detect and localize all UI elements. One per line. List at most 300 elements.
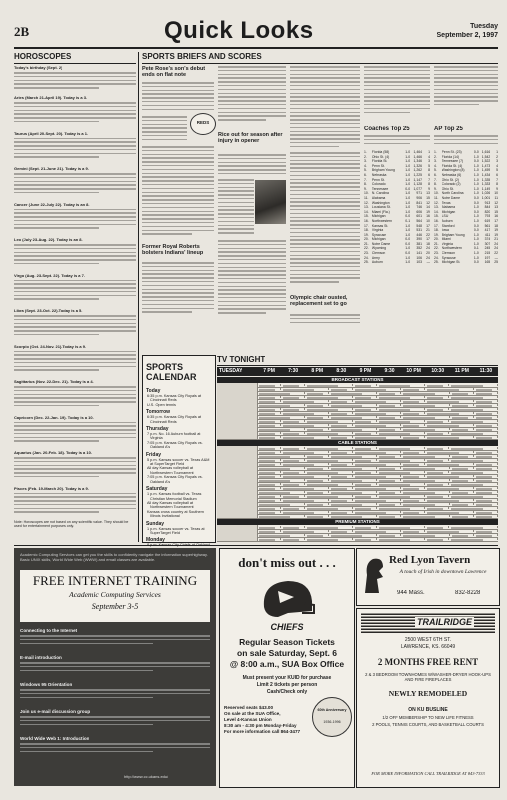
tv-times-row [257,367,498,376]
poll-cell: Florida (58) [371,150,390,154]
tv-program-cell [257,467,305,469]
rice-headline: Rice out for season after injury in opener [218,132,283,145]
lion-svg [361,555,387,595]
chiefs-line1: Regular Season Tickets [239,637,335,647]
tv-program-cell [257,503,305,505]
poll-cell: 23. [434,251,439,256]
tv-program-cell [425,408,449,410]
poll-cell: 23. [364,251,369,256]
poll-cell: 6 [428,172,430,177]
tv-program-cell [305,467,329,469]
horoscope-sign-text [14,315,136,339]
poll-cell: Colorado (2) [441,182,461,187]
poll-cell: 24 [494,246,498,251]
tv-program-cell [305,503,329,505]
tv-program-cell [305,526,353,528]
tv-program-cell [329,428,377,430]
reds-logo-text: REDS [196,120,210,125]
tv-program-cell [449,432,498,434]
tv-program-cell [377,420,425,422]
poll-cell: 1-0 [473,232,479,237]
badge-bottom: 1936-1996 [323,720,341,724]
poll-cell: 17. [434,223,439,228]
poll-cell: Army [371,255,380,260]
tv-program-cell [329,388,353,390]
poll-cell: 1,225 [413,172,423,177]
poll-cell: 10 [426,218,430,223]
poll-cell: 0-1 [405,218,411,223]
poll-cell: Ohio St. (2) [441,177,460,182]
tv-program-cell [377,416,401,418]
poll-cell: 12 [426,200,430,205]
tv-program-cell [281,507,305,509]
poll-cell: 0-0 [473,228,479,233]
tv-program-cell [281,396,305,398]
tv-program-cell [353,475,401,477]
poll-cell: Penn St. (23) [441,150,462,154]
internet-class-details [20,662,210,678]
tv-program-cell [401,416,450,418]
horoscope-sign-heading: Cancer (June 22-July 22). Today is an 8. [14,202,90,207]
poll-cell: Brigham Young [371,168,395,173]
calendar-day-heading: Monday [146,537,165,544]
tv-program-cell [281,463,329,465]
tv-program-cell [425,459,449,461]
tv-time-slot: 11 PM [454,368,469,374]
poll-cell: 7. [434,177,437,182]
poll-cell: 1 [496,150,498,154]
poll-cell: 606 [416,209,423,214]
tv-program-cell [449,507,498,509]
rice-text-b [218,179,254,239]
tv-program-cell [353,432,377,434]
calendar-event: 1 p.m. Kansas football vs. Texas Christian Memorial Stadium [147,492,202,501]
tv-program-cell [425,447,449,449]
tv-program-cell [401,404,450,406]
poll-cell: 1-0 [405,228,411,233]
poll-cell: N. Carolina [371,191,389,196]
poll-cell: 245 [484,246,491,251]
poll-cell: 24. [434,255,439,260]
tv-program-cell [449,420,498,422]
red-lyon-ad [356,548,500,606]
poll-cell: 11. [434,195,439,200]
poll-cell: 374 [484,237,491,242]
poll-cell: 8 [496,182,498,187]
poll-cell: 12. [364,200,369,205]
poll-cell: Alabama [441,205,456,210]
poll-cell: Tennessee [371,186,389,191]
chiefs-helmet-icon [258,577,316,621]
tv-program-cell [377,538,425,540]
poll-cell: 1-0 [473,154,479,159]
tv-program-cell [257,412,281,414]
tv-program-cell [305,495,353,497]
tv-program-cell [353,424,401,426]
poll-cell: Michigan St. [441,260,461,265]
tv-program-cell [401,467,450,469]
poll-cell: 1,459 [481,168,491,173]
poll-cell: 21 [494,237,498,242]
tv-program-cell [281,388,329,390]
tv-cable-rows [217,446,498,518]
tv-program-cell [329,467,377,469]
tv-program-cell [257,388,281,390]
poll-cell: 19 [494,232,498,237]
column-divider-1 [138,52,139,542]
poll-cell: 10. [364,191,369,196]
tv-program-cell [474,416,498,418]
tv-program-cell [425,436,474,438]
poll-cell: 1 [428,150,430,154]
horoscope-birthday: Today's birthday (Sept. 2) [14,66,63,70]
tv-program-cell [353,384,377,386]
tv-program-cell [305,455,329,457]
tv-program-cell [329,400,353,402]
internet-dates: September 3-5 [91,602,139,611]
calendar-event: 5 p.m. Kansas soccer vs. Texas A&M at SuperTarget Field [147,457,210,467]
poll-cell: 1,464 [413,150,423,154]
pete-rose-headline: Pete Rose's son's debut ends on flat note [142,66,206,79]
poll-cell: Auburn [441,218,453,223]
tv-program-cell [353,412,401,414]
calendar-event: All day Kansas volleyball at Northwestern Tournament [147,466,194,475]
poll-cell: 16. [364,218,369,223]
tv-program-cell [401,530,425,532]
tv-program-cell [474,436,498,438]
tv-program-cell [450,534,474,536]
tv-program-cell [474,499,498,501]
horoscope-sign-text [14,386,136,410]
internet-title: FREE INTERNET TRAINING [32,573,198,588]
poll-cell: 141 [416,251,423,256]
poll-cell: 25 [494,260,498,265]
tv-time-slot: 9 PM [359,368,372,374]
poll-cell: 7 [496,177,498,182]
horoscope-sign-heading: Leo (July 23-Aug. 22). Today is an 8. [14,238,83,242]
tv-program-cell [474,475,498,477]
chiefs-line7: Reserved seats $43.00 [224,705,274,710]
tv-program-cell [425,396,449,398]
trailridge-name: TRAILRIDGE [417,617,472,627]
poll-cell: 1-0 [405,205,411,210]
poll-cell: 1-0 [473,182,479,187]
tv-program-cell [257,479,305,481]
tv-program-cell [425,526,449,528]
horoscope-birthday-text [14,72,136,92]
tv-program-cell [353,436,401,438]
poll-cell: 18 [426,241,430,246]
tv-time-slot: 8 PM [311,368,324,374]
horoscope-sign-text [14,351,136,375]
tv-program-cell [401,455,450,457]
tv-program-cell [377,455,401,457]
poll-cell: 3. [364,159,367,164]
tv-program-cell [474,534,498,536]
tv-program-cell [425,530,474,532]
poll-cell: 1-0 [405,154,411,159]
calendar-event: 7 p.m. No. 16 Auburn football at Virginia [147,432,201,441]
poll-cell: 1-0 [405,159,411,164]
reds-logo [190,113,216,135]
tv-program-cell [450,491,474,493]
tv-program-cell [425,495,449,497]
poll-cell: Florida St. (4) [441,163,463,168]
tv-program-cell [474,487,498,489]
tv-program-cell [353,495,377,497]
tv-program-cell [474,515,498,517]
poll-cell: 1-0 [405,246,411,251]
tv-program-cell [281,526,305,528]
tv-program-cell [401,491,450,493]
internet-class-details [20,689,210,705]
tv-program-cell [257,420,281,422]
poll-cell: 0-0 [473,209,479,214]
poll-cell: 106 [416,255,423,260]
internet-class-details [20,635,210,651]
tv-program-cell [377,471,425,473]
poll-cell: Stanford [441,223,455,228]
tv-program-cell [305,507,353,509]
poll-cell: 6. [364,172,367,177]
ap-poll-table [434,150,498,265]
poll-cell: 9 [496,186,498,191]
poll-row [434,260,498,265]
horoscope-sign-heading: Aries (March 21-April 19). Today is a 3. [14,96,88,100]
tv-program-cell [329,479,377,481]
tv-program-cell [449,526,498,528]
tv-program-cell [329,487,353,489]
poll-cell: 0-0 [405,214,411,219]
poll-cell: 1-0 [473,237,479,242]
poll-cell: 411 [484,232,491,237]
internet-url[interactable]: http://www.cc.ukans.edu/ [124,774,169,779]
poll-cell: 1,147 [413,177,423,182]
poll-cell: Northwestern [371,218,393,223]
poll-cell: Washington [371,200,390,205]
poll-cell: 16. [434,218,439,223]
tv-program-cell [450,428,474,430]
poll-cell: 1-0 [405,209,411,214]
tv-program-cell [281,487,329,489]
poll-cell: 17 [494,218,498,223]
tv-program-cell [425,384,449,386]
chiefs-line8: On sale at the SUA Office, [224,711,281,716]
poll-cell: 446 [416,232,423,237]
calendar-day-heading: Friday [146,451,162,458]
tv-program-cell [257,428,305,430]
poll-cell: 22. [364,246,369,251]
tv-program-cell [474,479,498,481]
tv-program-cell [425,432,449,434]
poll-cell: Clemson [371,251,386,256]
ap-poll-title: AP Top 25 [434,126,463,132]
tv-program-cell [257,491,305,493]
tv-program-cell [425,412,474,414]
poll-cell: 15. [434,214,439,219]
poll-cell: Tennessee (7) [441,159,464,164]
poll-cell: 1-0 [473,251,479,256]
poll-cell: Virginia [371,228,384,233]
trailridge-bus: ON KU BUSLINE [408,707,448,713]
tv-program-cell [257,447,281,449]
trailridge-ad [356,608,500,788]
tv-program-cell [281,475,329,477]
calendar-event: 6:35 p.m. Kansas City Royals at Cincinnati Reds [147,415,202,424]
tv-program-cell [257,487,281,489]
poll-cell: 913 [484,200,491,205]
poll-cell: 2. [364,154,367,159]
tv-program-cell [474,463,498,465]
trailridge-features: 2 & 3 BEDROOM TOWNHOMES W/WASHER-DRYER HOOK-UPS AND FIRE FIREPLACES [365,672,491,683]
tv-program-cell [377,396,425,398]
poll-cell: 19. [364,232,369,237]
poll-cell: Colorado [371,182,386,187]
poll-cell: Miami [441,237,451,242]
tv-program-cell [449,447,498,449]
tv-program-cell [377,491,401,493]
internet-title-box [20,570,210,622]
calendar-event: Kansas cross country at Southern Illinois Invitational [147,509,204,519]
tv-program-cell [377,392,401,394]
poll-cell: Miami (Fla.) [371,209,390,214]
sports-calendar [142,355,216,543]
pete-rose-text-mid [142,116,187,144]
horoscope-sign-text [14,280,136,304]
tv-program-cell [377,515,401,517]
tv-program-cell [281,538,305,540]
tv-time-header [217,367,498,376]
former-royal-headline: Former Royal Roberts bolsters Indians' lineup [142,244,204,257]
poll-cell: 1-0 [473,177,479,182]
tv-program-cell [474,412,498,414]
tv-program-cell [329,436,353,438]
poll-cell: 1,326 [413,163,423,168]
poll-cell: 15. [364,214,369,219]
tv-program-cell [401,475,425,477]
trailridge-deposit: 1/2 OFF MEMBERSHIP TO NEW LIFE FITNESS [382,715,474,720]
poll-cell: 3. [434,159,437,164]
poll-cell: 1-0 [405,200,411,205]
tv-program-cell [305,404,329,406]
internet-subtitle: Academic Computing Services [69,590,161,599]
tv-program-cell [353,400,401,402]
red-lyon-phone[interactable]: 832-8228 [455,590,481,596]
poll-cell: 841 [416,200,423,205]
tv-program-cell [425,400,474,402]
poll-cell: 18 [494,223,498,228]
poll-cell: Florida St. [371,159,388,164]
tv-program-cell [449,483,498,485]
tv-program-cell [281,436,329,438]
chiefs-line3: @ 8:00 a.m., SUA Box Office [229,659,345,669]
poll-cell: 561 [484,223,491,228]
header-rule [14,47,498,49]
poll-cell: 21. [364,241,369,246]
internet-class-list [20,628,210,768]
tv-program-cell [353,451,401,453]
tv-program-cell [353,388,401,390]
tv-time-slot: 9:30 [384,368,395,374]
poll-cell: 22 [426,232,430,237]
lion-icon [361,555,387,595]
pete-rose-text-bottom [142,146,214,242]
tv-program-cell [474,392,498,394]
chiefs-line6: Cash/Check only [266,689,308,695]
tv-premium-rows [217,525,498,541]
tv-program-cell [401,499,425,501]
poll-cell: 1-0 [473,163,479,168]
page-number: 2B [14,24,30,39]
tv-program-cell [401,424,425,426]
poll-cell: 1,262 [413,168,423,173]
poll-cell: Ohio St. [441,186,454,191]
poll-cell: 21. [434,241,439,246]
tv-program-cell [353,396,377,398]
horoscopes-title-rule [14,63,136,64]
tv-program-cell [377,408,425,410]
tv-program-cell [329,511,353,513]
red-lyon-address: 944 Mass. [397,590,425,596]
tv-program-cell [281,483,305,485]
poll-cell: 7 [428,177,430,182]
poll-cell: 16 [426,214,430,219]
chiefs-line4: Must present your KUID for purchase [242,675,332,681]
tv-program-cell [257,384,281,386]
tv-program-cell [474,491,498,493]
tv-program-cell [474,428,498,430]
tv-program-cell [377,526,425,528]
poll-cell: 9. [434,186,437,191]
poll-cell: 1-0 [473,255,479,260]
tv-program-cell [305,384,353,386]
poll-cell: 18. [364,228,369,233]
poll-cell: 17 [426,223,430,228]
tv-program-cell [305,416,329,418]
poll-cell: 19 [426,209,430,214]
poll-cell: 215 [484,251,491,256]
poll-cell: 8 [428,182,430,187]
poll-cell: 24 [426,255,430,260]
tv-program-cell [305,428,329,430]
poll-cell: 1,542 [481,154,491,159]
tv-program-cell [281,459,305,461]
internet-class-heading: World Wide Web 1: Introduction [20,736,90,741]
poll-cell: Notre Dame [371,241,391,246]
horoscope-sign-heading: Libra (Sept. 23-Oct. 22).Today is a 5. [14,309,83,313]
tv-program-cell [257,459,281,461]
tv-program-cell [474,511,498,513]
tv-program-cell [329,412,353,414]
poll-cell: 1-0 [473,191,479,196]
poll-cell: 1,466 [413,154,423,159]
tv-program-cell [281,471,305,473]
tv-time-slot: 10 PM [406,368,421,374]
chiefs-ad [219,548,355,788]
tv-program-cell [449,538,498,540]
tv-program-cell [329,491,377,493]
tv-program-cell [353,538,377,540]
tv-program-cell [401,479,450,481]
poll-cell: 6. [434,172,437,177]
horoscope-sign-heading: Taurus (April 20-Sept. 20). Today is a 1. [14,131,89,136]
tv-program-cell [401,388,425,390]
tv-program-cell [281,530,329,532]
poll-cell: 17. [364,223,369,228]
tv-program-cell [281,412,329,414]
former-royal-text-col2 [218,66,286,126]
poll-cell: 13. [434,205,439,210]
